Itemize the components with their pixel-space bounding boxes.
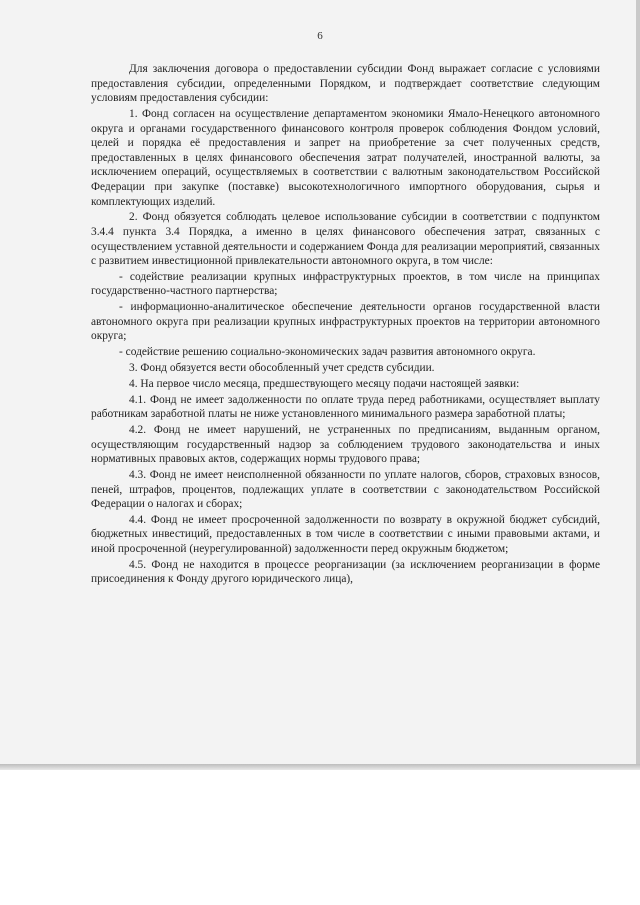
clause-2-item-3: - содействие решению социально-экономических задач развития автономного округа. bbox=[119, 346, 536, 359]
clause-4-2: 4.2. Фонд не имеет нарушений, не устраненных по предписаниям, выданным органом, осуществляющим государственный надзор за соблюдением трудового законодательства и иных нормативных правовых актов, содержащих нормы трудового права; bbox=[91, 423, 600, 466]
page-bottom-edge bbox=[0, 764, 640, 770]
page-number: 6 bbox=[317, 30, 323, 42]
clause-4-3: 4.3. Фонд не имеет неисполненной обязанности по уплате налогов, сборов, страховых взносов, пеней, штрафов, процентов, подлежащих уплате в соответствии с законодательством Российской Федерации о налогах и сборах; bbox=[91, 468, 600, 511]
clause-1: 1. Фонд согласен на осуществление департаментом экономики Ямало-Ненецкого автономного округа и органами государственного финансового контроля проверок соблюдения Фондом условий, целей и порядка её предоставления и запрет на приобретение за счет полученных средств, предоставленных в целях финансового обеспечения затрат получателей, иностранной валюты, за исключением операций, осуществляемых в соответствии с валютным законодательством Российской Федерации при закупке (поставке) высокотехнологичного импортного оборудования, сырья и комплектующих изделий. bbox=[91, 107, 600, 208]
document-body bbox=[91, 62, 600, 588]
clause-3: 3. Фонд обязуется вести обособленный учет средств субсидии. bbox=[129, 362, 435, 374]
intro-paragraph: Для заключения договора о предоставлении субсидии Фонд выражает согласие с условиями предоставления субсидии, определенными Порядком, и подтверждает соответствие следующим условиям предоставления субсидии: bbox=[91, 63, 600, 105]
clause-4-4: 4.4. Фонд не имеет просроченной задолженности по возврату в окружной бюджет субсидий, бюджетных инвестиций, предоставленных в том числе в соответствии с иными правовыми актами, и иной просроченной (неурегулированной) задолженности перед окружным бюджетом; bbox=[91, 513, 600, 556]
clause-4: 4. На первое число месяца, предшествующего месяцу подачи настоящей заявки: bbox=[129, 377, 520, 390]
clause-2-item-2: - информационно-аналитическое обеспечение деятельности органов государственной власти автономного округа при реализации крупных инфраструктурных проектов на территории автономного округа; bbox=[91, 301, 600, 343]
clause-2: 2. Фонд обязуется соблюдать целевое использование субсидии в соответствии с подпунктом 3.4.4 пункта 3.4 Порядка, а именно в целях финансового обеспечения затрат, связанных с осуществлением уставной деятельности и содержанием Фонда для реализации мероприятий, связанных с развитием инвестиционной привлекательности автономного округа, в том числе: bbox=[91, 211, 600, 268]
clause-4-1: 4.1. Фонд не имеет задолженности по оплате труда перед работниками, осуществляет выплату работникам заработной платы не ниже установленного минимального размера заработной платы; bbox=[91, 393, 600, 421]
clause-2-item-1: - содействие реализации крупных инфраструктурных проектов, в том числе на принципах государственно-частного партнерства; bbox=[91, 270, 600, 298]
clause-4-5: 4.5. Фонд не находится в процессе реорганизации (за исключением реорганизации в форме присоединения к Фонду другого юридического лица), bbox=[91, 558, 600, 586]
